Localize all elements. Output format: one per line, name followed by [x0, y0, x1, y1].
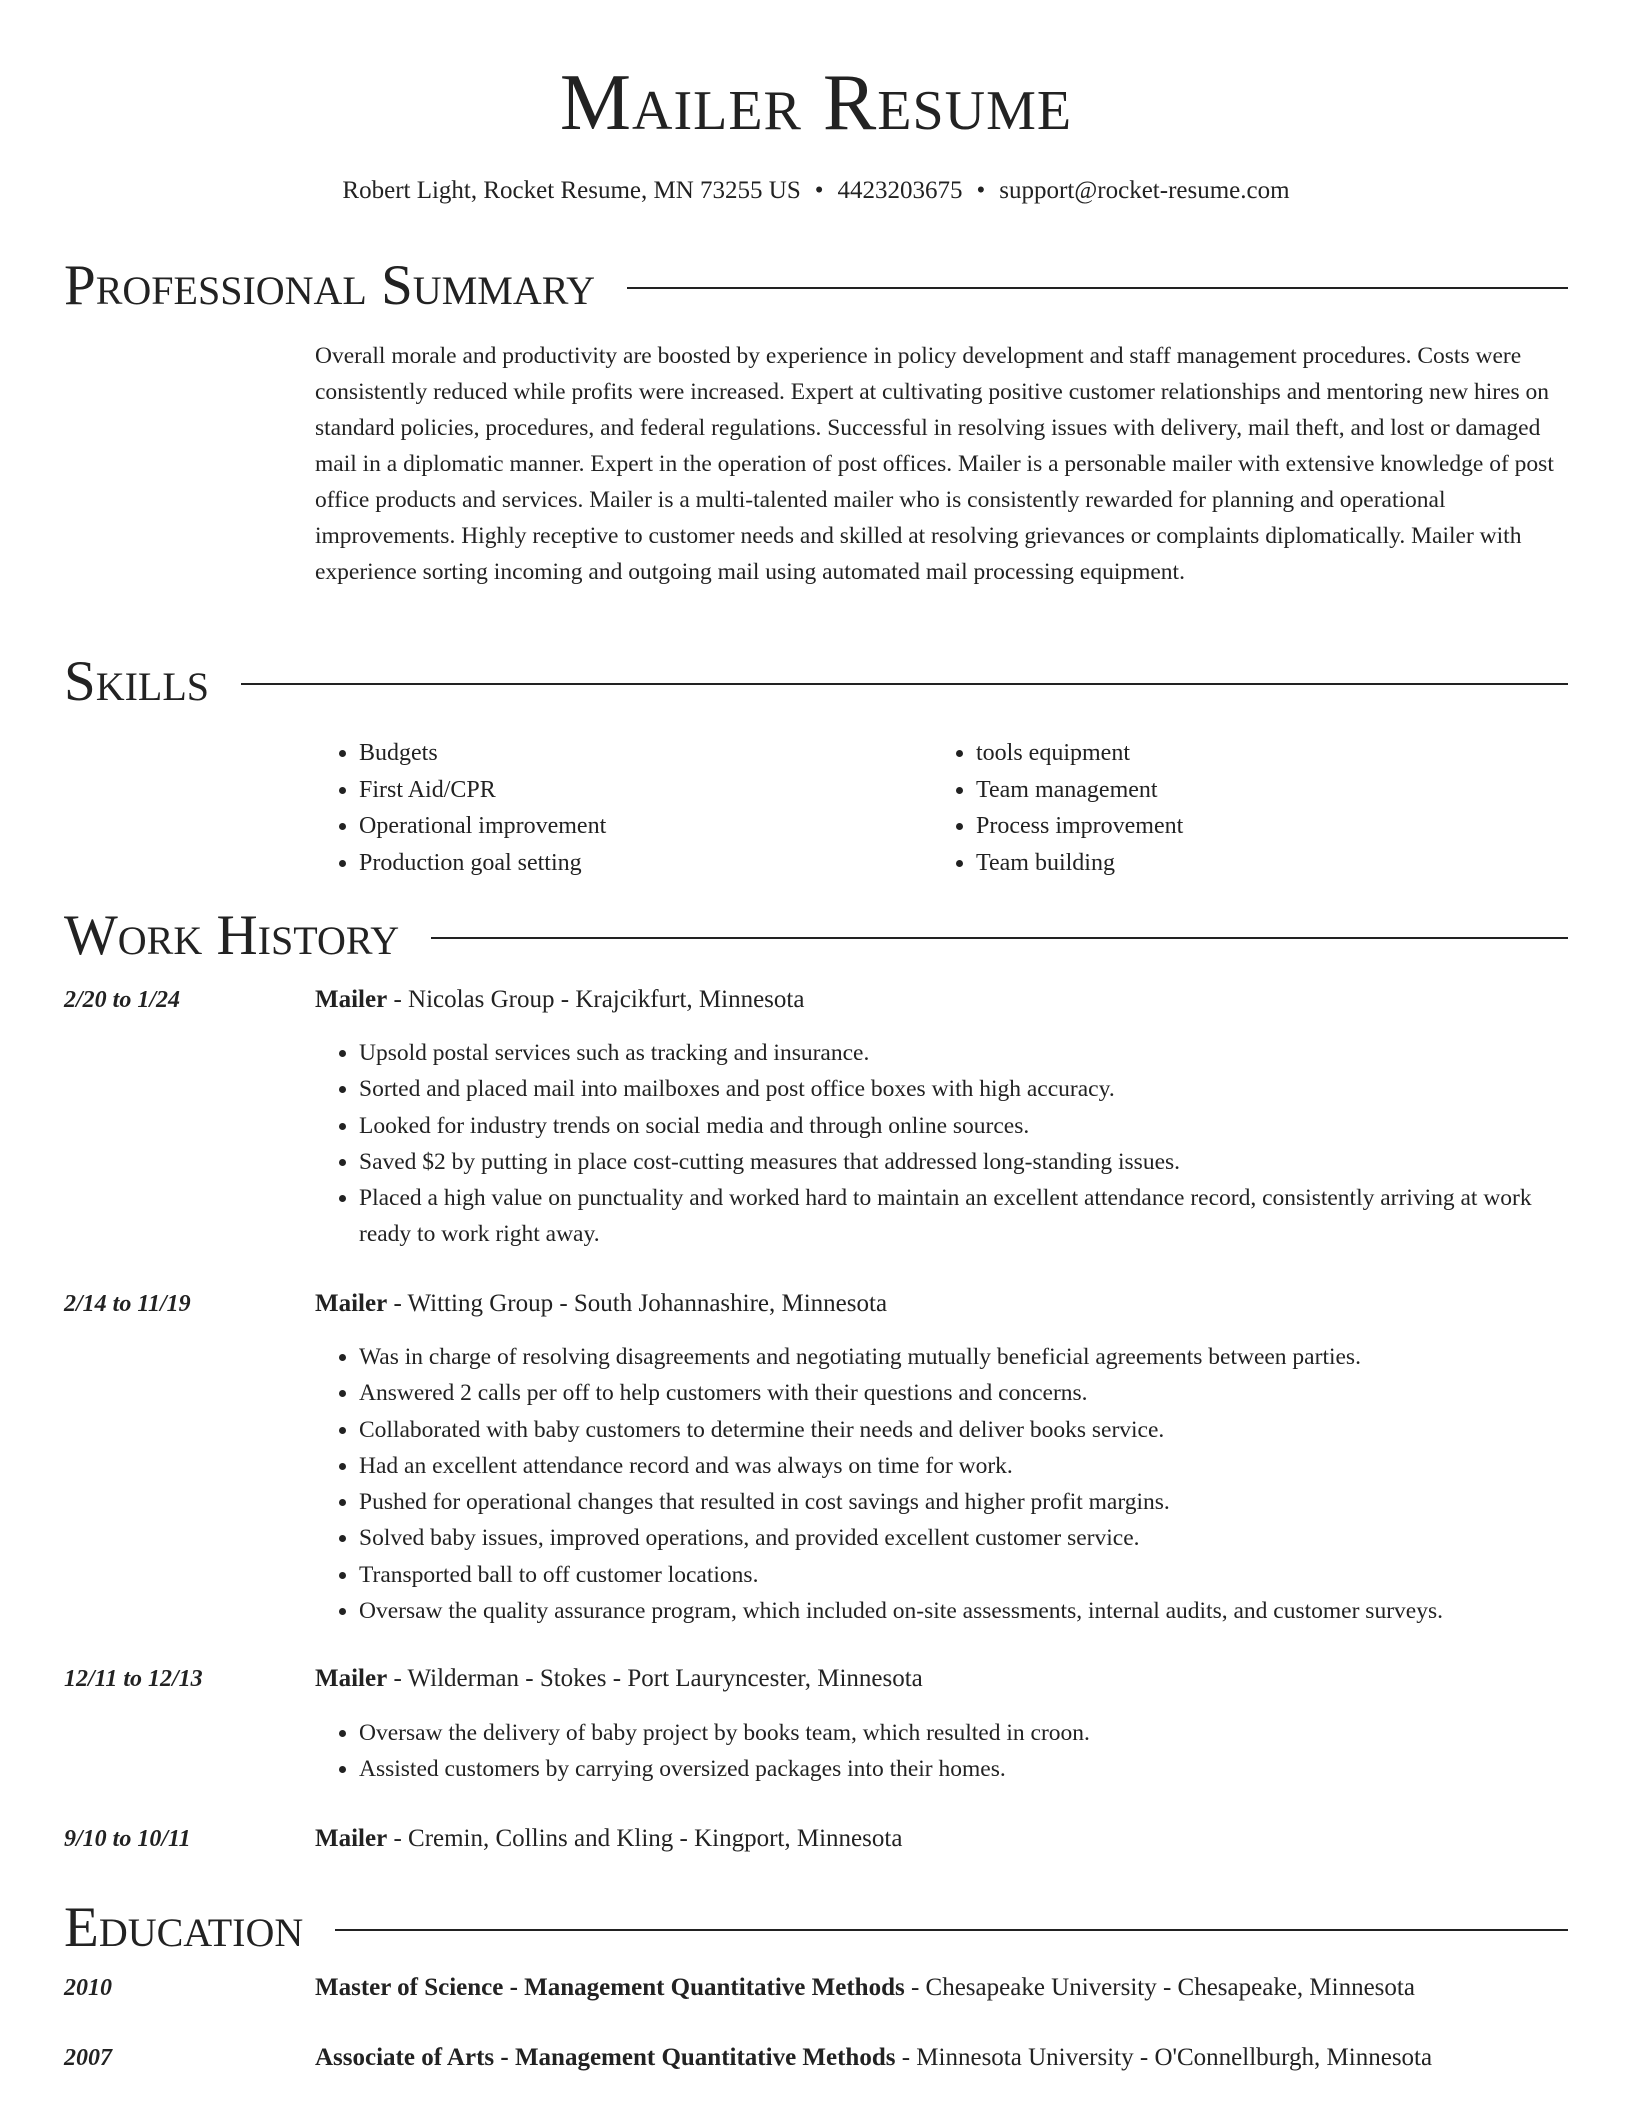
resume-title: Mailer Resume — [559, 59, 1073, 147]
education-school: - Chesapeake University - Chesapeake, Minnesota — [904, 1974, 1415, 2001]
job-title-line — [315, 983, 804, 1017]
skill-item: • Process improvement — [976, 808, 1549, 845]
job-bullet: • Had an excellent attendance record and was always on time for work. — [359, 1448, 1568, 1484]
job-bullet: • Pushed for operational changes that resulted in cost savings and higher profit margins. — [359, 1484, 1568, 1520]
summary-text: Overall morale and productivity are boosted by experience in policy development and staff management procedures. Costs were consistently reduced while profits were increased. Expert at cultivating positive customer relationships and mentoring new hires on standard policies, procedures, and federal regulations. Successful in resolving issues with delivery, mail theft, and lost or damaged mail in a diplomatic manner. Expert in the operation of post offices. Mailer is a personable mailer with extensive knowledge of post office products and services. Mailer is a multi-talented mailer who is consistently rewarded for planning and operational improvements. Highly receptive to customer needs and skilled at resolving grievances or complaints diplomatically. Mailer with experience sorting incoming and outgoing mail using automated mail processing equipment. — [315, 343, 1554, 585]
job-bullets — [315, 1339, 1568, 1629]
job-title-line — [315, 1822, 902, 1856]
section-divider — [335, 1929, 1568, 1931]
work-section-header — [64, 904, 1568, 968]
job-bullet: • Upsold postal services such as tracking and insurance. — [359, 1035, 1568, 1071]
contact-separator: • — [976, 177, 986, 204]
contact-phone: 4423203675 — [837, 177, 963, 204]
section-divider — [627, 287, 1568, 289]
job-employer: - Nicolas Group - Krajcikfurt, Minnesota — [387, 986, 805, 1013]
job-date: 9/10 to 10/11 — [64, 1826, 191, 1852]
job-date: 2/14 to 11/19 — [64, 1291, 191, 1317]
skill-item: • Team management — [976, 772, 1549, 809]
contact-email[interactable]: support@rocket-resume.com — [999, 177, 1290, 204]
job-employer: - Cremin, Collins and Kling - Kingport, Minnesota — [387, 1825, 903, 1852]
skill-item: • Team building — [976, 845, 1549, 882]
job-bullet: • Transported ball to off customer locations. — [359, 1557, 1568, 1593]
section-divider — [241, 683, 1568, 685]
education-date: 2007 — [64, 2045, 112, 2071]
job-employer: - Wilderman - Stokes - Port Lauryncester, Minnesota — [387, 1665, 923, 1692]
skill-item: • Production goal setting — [359, 845, 932, 882]
job-bullet: • Assisted customers by carrying oversized packages into their homes. — [359, 1751, 1568, 1787]
education-school: - Minnesota University - O'Connellburgh, Minnesota — [895, 2044, 1433, 2071]
education-line — [315, 2041, 1432, 2075]
job-title: Mailer — [315, 1825, 388, 1852]
job-bullet: • Solved baby issues, improved operations, and provided excellent customer service. — [359, 1520, 1568, 1556]
skills-column-right — [932, 735, 1549, 881]
job-date: 2/20 to 1/24 — [64, 987, 181, 1013]
job-bullets — [315, 1715, 1568, 1788]
education-degree: Master of Science - Management Quantitative Methods — [315, 1974, 905, 2001]
contact-separator: • — [814, 177, 824, 204]
skill-item: • Operational improvement — [359, 808, 932, 845]
education-line — [315, 1971, 1415, 2005]
summary-heading: Professional Summary — [64, 254, 596, 317]
job-bullet: • Oversaw the quality assurance program, which included on-site assessments, internal audits, and customer surveys. — [359, 1593, 1568, 1629]
work-heading: Work History — [64, 904, 400, 967]
contact-line — [0, 174, 1632, 208]
job-title: Mailer — [315, 1290, 388, 1317]
job-bullets — [315, 1035, 1568, 1253]
job-bullet: • Placed a high value on punctuality and worked hard to maintain an excellent attendance record, consistently arriving at work ready to work right away. — [359, 1180, 1568, 1253]
skill-item: • Budgets — [359, 735, 932, 772]
job-title: Mailer — [315, 1665, 388, 1692]
job-employer: - Witting Group - South Johannashire, Minnesota — [387, 1290, 888, 1317]
job-bullet: • Answered 2 calls per off to help customers with their questions and concerns. — [359, 1375, 1568, 1411]
skill-item: • First Aid/CPR — [359, 772, 932, 809]
education-heading: Education — [64, 1896, 304, 1959]
skill-item: • tools equipment — [976, 735, 1549, 772]
job-bullet: • Oversaw the delivery of baby project by books team, which resulted in croon. — [359, 1715, 1568, 1751]
skills-section-header — [64, 650, 1568, 714]
skills-column-left — [315, 735, 932, 881]
education-degree: Associate of Arts - Management Quantitative Methods — [315, 2044, 896, 2071]
job-bullet: • Saved $2 by putting in place cost-cutting measures that addressed long-standing issues. — [359, 1144, 1568, 1180]
job-bullet: • Looked for industry trends on social media and through online sources. — [359, 1108, 1568, 1144]
job-title: Mailer — [315, 986, 388, 1013]
job-title-line — [315, 1662, 923, 1696]
education-section-header — [64, 1896, 1568, 1960]
education-date: 2010 — [64, 1975, 112, 2001]
job-bullet: • Sorted and placed mail into mailboxes and post office boxes with high accuracy. — [359, 1071, 1568, 1107]
skills-list — [315, 735, 1565, 881]
job-title-line — [315, 1287, 887, 1321]
section-divider — [431, 937, 1568, 939]
skills-heading: Skills — [64, 650, 210, 713]
summary-section-header — [64, 254, 1568, 318]
job-bullet: • Was in charge of resolving disagreements and negotiating mutually beneficial agreements between parties. — [359, 1339, 1568, 1375]
job-date: 12/11 to 12/13 — [64, 1666, 203, 1692]
job-bullet: • Collaborated with baby customers to determine their needs and deliver books service. — [359, 1412, 1568, 1448]
contact-address: Robert Light, Rocket Resume, MN 73255 US — [342, 177, 801, 204]
